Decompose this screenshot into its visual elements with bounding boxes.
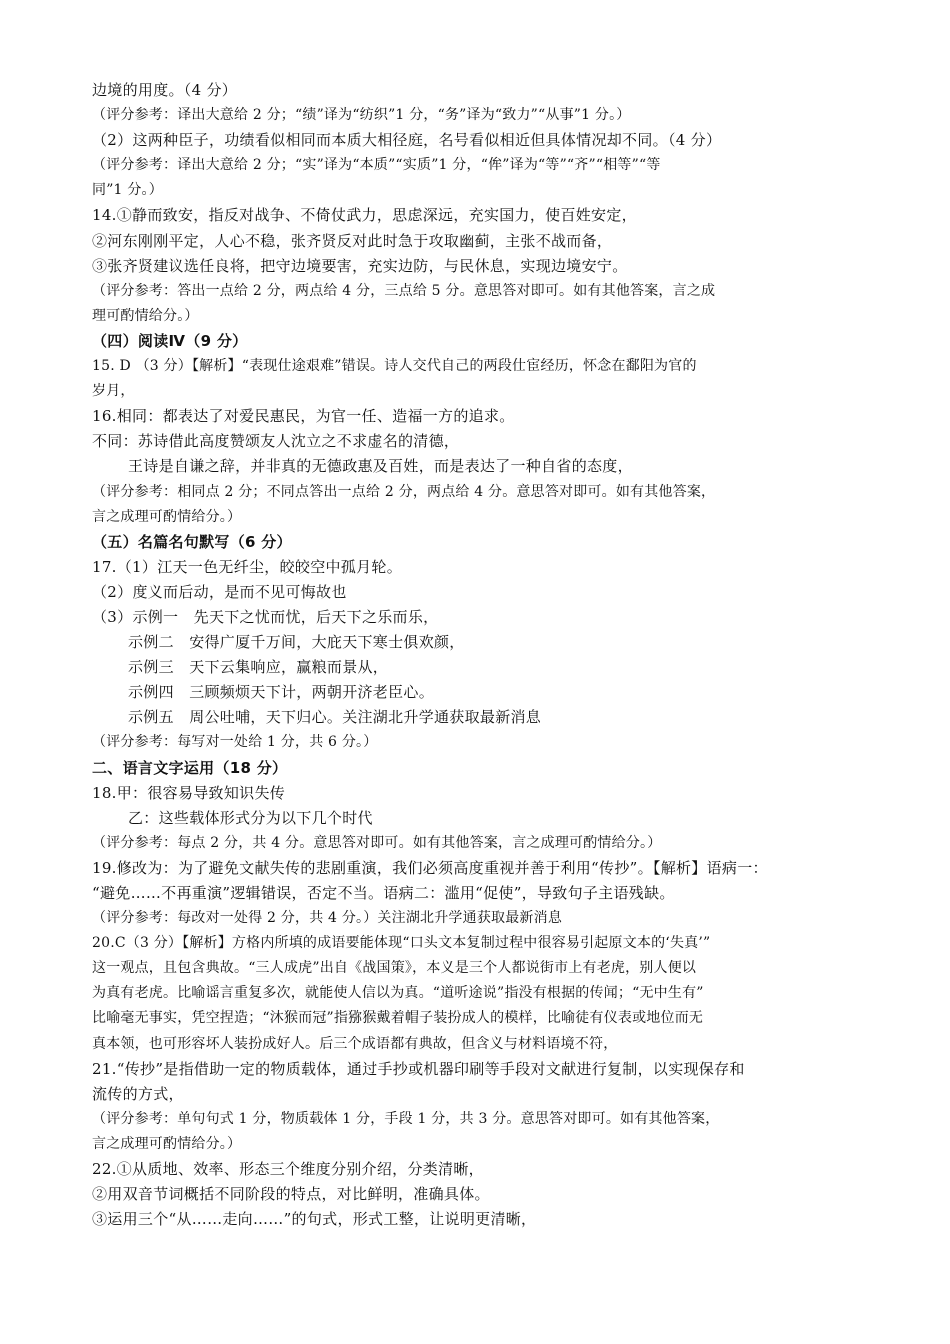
answer-19-cont: “避免……不再重演”逻辑错误，否定不当。语病二：滥用“促使”，导致句子主语残缺。 bbox=[92, 884, 675, 902]
answer-20-cont: 这一观点，且包含典故。“三人成虎”出自《战国策》，本义是三个人都说街市上有老虎，别人便以 bbox=[92, 960, 697, 977]
scoring-note: （评分参考：每改对一处得 2 分，共 4 分。）关注湖北升学通获取最新消息 bbox=[92, 910, 563, 927]
answer-17-3-example-4: 示例四 三顾频烦天下计，两朝开济老臣心。 bbox=[128, 683, 435, 702]
answer-22-point-2: ②用双音节词概括不同阶段的特点，对比鲜明，准确具体。 bbox=[92, 1185, 490, 1204]
answer-document bbox=[92, 78, 852, 1232]
answer-22-point-1: 22.①从质地、效率、形态三个维度分别介绍，分类清晰， bbox=[92, 1160, 484, 1179]
answer-18-a: 18.甲：很容易导致知识失传 bbox=[92, 783, 286, 802]
answer-22-point-3: ③运用三个“从……走向……”的句式，形式工整，让说明更清晰， bbox=[92, 1210, 537, 1229]
scoring-note: （评分参考：答出一点给 2 分，两点给 4 分，三点给 5 分。意思答对即可。如有其他答案，言之成 bbox=[92, 282, 716, 299]
section-heading-recitation: （五）名篇名句默写（6 分） bbox=[92, 532, 292, 551]
scoring-note: 言之成理可酌情给分。） bbox=[92, 1135, 242, 1152]
answer-20-cont: 为真有老虎。比喻谣言重复多次，就能使人信以为真。“道听途说”指没有根据的传闻；“无中生有” bbox=[92, 985, 704, 1002]
answer-16-same: 16.相同：都表达了对爱民惠民，为官一任、造福一方的追求。 bbox=[92, 407, 515, 426]
scoring-note: （评分参考：译出大意给 2 分；“绩”译为“纺织”1 分，“务”译为“致力”“从事”1 分。） bbox=[92, 107, 631, 124]
scoring-note: 同”1 分。） bbox=[92, 182, 163, 199]
answer-19: 19.修改为：为了避免文献失传的悲剧重演，我们必须高度重视并善于利用“传抄”。【解析】语病一： bbox=[92, 858, 768, 877]
answer-21-cont: 流传的方式， bbox=[92, 1084, 184, 1103]
answer-15: 15. D （3 分）【解析】“表现仕途艰难”错误。诗人交代自己的两段仕宦经历，怀念在鄱阳为官的 bbox=[92, 358, 697, 375]
scoring-note: 言之成理可酌情给分。） bbox=[92, 508, 242, 525]
answer-17-2: （2）度义而后动，是而不见可悔故也 bbox=[92, 582, 347, 601]
answer-15-cont: 岁月， bbox=[92, 383, 135, 400]
answer-17-3-example-2: 示例二 安得广厦千万间，大庇天下寒士俱欢颜， bbox=[128, 633, 465, 652]
answer-21: 21.“传抄”是指借助一定的物质载体，通过手抄或机器印刷等手段对文献进行复制，以实现保存和 bbox=[92, 1059, 745, 1078]
scoring-note: （评分参考：相同点 2 分；不同点答出一点给 2 分，两点给 4 分。意思答对即可。如有其他答案， bbox=[92, 483, 716, 500]
section-heading-reading-4: （四）阅读Ⅳ（9 分） bbox=[92, 331, 248, 350]
text-line: （2）这两种臣子，功绩看似相同而本质大相径庭，名号看似相近但具体情况却不同。（4 分） bbox=[92, 131, 722, 150]
answer-18-b: 乙：这些载体形式分为以下几个时代 bbox=[128, 808, 373, 827]
answer-17-1: 17.（1）江天一色无纤尘，皎皎空中孤月轮。 bbox=[92, 557, 403, 576]
answer-20-cont: 真本领，也可形容坏人装扮成好人。后三个成语都有典故，但含义与材料语境不符， bbox=[92, 1035, 618, 1052]
answer-17-3-example-3: 示例三 天下云集响应，赢粮而景从， bbox=[128, 658, 389, 677]
answer-16-diff-cont: 王诗是自谦之辞，并非真的无德政惠及百姓，而是表达了一种自省的态度， bbox=[128, 457, 633, 476]
answer-16-diff: 不同：苏诗借此高度赞颂友人沈立之不求虚名的清德， bbox=[92, 432, 460, 451]
scoring-note: （评分参考：每点 2 分，共 4 分。意思答对即可。如有其他答案，言之成理可酌情给分。） bbox=[92, 834, 662, 851]
scoring-note: （评分参考：每写对一处给 1 分，共 6 分。） bbox=[92, 734, 378, 751]
answer-14-point-2: ②河东刚刚平定，人心不稳，张齐贤反对此时急于攻取幽蓟，主张不战而备， bbox=[92, 231, 613, 250]
scoring-note: （评分参考：译出大意给 2 分；“实”译为“本质”“实质”1 分，“侔”译为“等”“齐”“相等”“等 bbox=[92, 157, 661, 174]
text-line: 边境的用度。（4 分） bbox=[92, 81, 238, 99]
answer-17-3-example-1: （3）示例一 先天下之忧而忧，后天下之乐而乐， bbox=[92, 607, 439, 626]
answer-17-3-example-5: 示例五 周公吐哺，天下归心。关注湖北升学通获取最新消息 bbox=[128, 708, 542, 727]
answer-20-cont: 比喻毫无事实，凭空捏造；“沐猴而冠”指猕猴戴着帽子装扮成人的模样，比喻徒有仪表或地位而无 bbox=[92, 1010, 704, 1027]
answer-20: 20.C（3 分）【解析】方格内所填的成语要能体现“口头文本复制过程中很容易引起原文本的‘失真’” bbox=[92, 935, 711, 952]
scoring-note: （评分参考：单句句式 1 分，物质载体 1 分，手段 1 分，共 3 分。意思答对即可。如有其他答案， bbox=[92, 1110, 720, 1127]
scoring-note: 理可酌情给分。） bbox=[92, 307, 199, 324]
answer-14-point-1: 14.①静而致安，指反对战争、不倚仗武力，思虑深远，充实国力，使百姓安定， bbox=[92, 206, 637, 225]
answer-14-point-3: ③张齐贤建议选任良将，把守边境要害，充实边防，与民休息，实现边境安宁。 bbox=[92, 256, 628, 275]
section-heading-language-use: 二、语言文字运用（18 分） bbox=[92, 758, 288, 777]
